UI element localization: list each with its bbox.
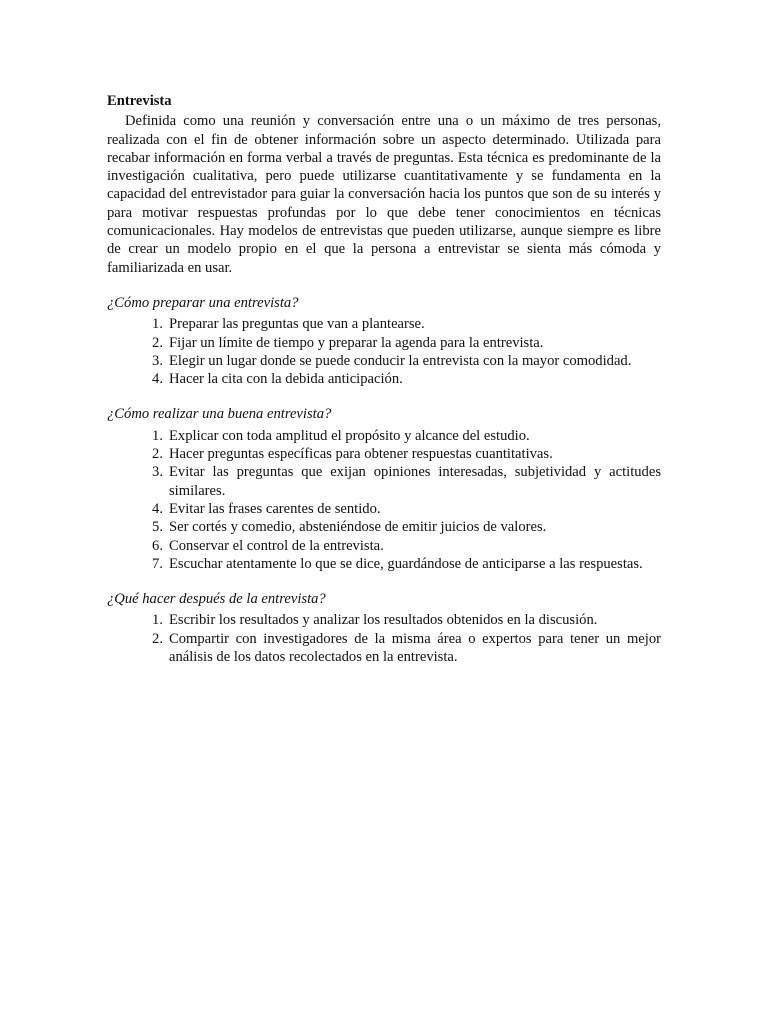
list-item-number: 4. bbox=[152, 500, 163, 517]
list-item bbox=[107, 500, 661, 518]
list-item bbox=[107, 537, 661, 555]
intro-paragraph: Definida como una reunión y conversación entre una o un máximo de tres personas, realizada con el fin de obtener información sobre un aspecto determinado. Utilizada para recabar información en forma verbal a través de preguntas. Esta técnica es predominante de la investigación cualitativa, pero puede utilizarse cuantitativamente y se fundamenta en la capacidad del entrevistador para guiar la conversación hacia los puntos que son de su interés y para motivar respuestas profundas por lo que debe tener conocimientos en técnicas comunicacionales. Hay modelos de entrevistas que pueden utilizarse, aunque siempre es libre de crear un modelo propio en el que la persona a entrevistar se sienta más cómoda y familiarizada en usar. bbox=[107, 113, 661, 276]
list-item-text: Preparar las preguntas que van a plantearse. bbox=[169, 316, 425, 333]
list-item-text: Hacer preguntas específicas para obtener respuestas cuantitativas. bbox=[169, 446, 553, 463]
list-item bbox=[107, 334, 661, 352]
list-item-number: 1. bbox=[152, 427, 163, 444]
list-item-text: Evitar las frases carentes de sentido. bbox=[169, 500, 381, 517]
section-heading: ¿Cómo realizar una buena entrevista? bbox=[107, 406, 332, 423]
list-item-number: 5. bbox=[152, 519, 163, 536]
numbered-list bbox=[107, 315, 661, 388]
list-item bbox=[107, 518, 661, 536]
list-item-number: 6. bbox=[152, 537, 163, 554]
document-page bbox=[107, 92, 661, 666]
document-title: Entrevista bbox=[107, 93, 172, 109]
list-item-text: Fijar un límite de tiempo y preparar la agenda para la entrevista. bbox=[169, 334, 544, 351]
list-item-number: 7. bbox=[152, 555, 163, 572]
list-item-number: 2. bbox=[152, 630, 163, 647]
list-item-text: Evitar las preguntas que exijan opiniones interesadas, subjetividad y actitudes similares. bbox=[169, 464, 661, 499]
list-item bbox=[107, 463, 661, 500]
list-item bbox=[107, 555, 661, 573]
list-item bbox=[107, 427, 661, 445]
list-item-text: Elegir un lugar donde se puede conducir la entrevista con la mayor comodidad. bbox=[169, 352, 632, 369]
list-item-number: 2. bbox=[152, 446, 163, 463]
list-item-text: Hacer la cita con la debida anticipación. bbox=[169, 371, 403, 388]
list-item-number: 1. bbox=[152, 612, 163, 629]
list-item-text: Explicar con toda amplitud el propósito y alcance del estudio. bbox=[169, 427, 530, 444]
list-item bbox=[107, 630, 661, 667]
section-heading: ¿Qué hacer después de la entrevista? bbox=[107, 591, 326, 608]
list-item-text: Ser cortés y comedio, absteniéndose de emitir juicios de valores. bbox=[169, 519, 547, 536]
list-item-text: Compartir con investigadores de la misma área o expertos para tener un mejor análisis de los datos recolectados en la entrevista. bbox=[169, 630, 661, 666]
list-item-number: 4. bbox=[152, 371, 163, 388]
list-item-number: 3. bbox=[152, 464, 163, 481]
section-conduct bbox=[107, 405, 661, 573]
list-item bbox=[107, 352, 661, 370]
list-item-text: Conservar el control de la entrevista. bbox=[169, 537, 384, 554]
numbered-list bbox=[107, 427, 661, 573]
section-after bbox=[107, 590, 661, 666]
list-item bbox=[107, 370, 661, 388]
list-item-number: 1. bbox=[152, 316, 163, 333]
list-item bbox=[107, 445, 661, 463]
numbered-list bbox=[107, 611, 661, 666]
list-item-number: 3. bbox=[152, 352, 163, 369]
list-item-number: 2. bbox=[152, 334, 163, 351]
list-item-text: Escribir los resultados y analizar los resultados obtenidos en la discusión. bbox=[169, 612, 598, 629]
list-item bbox=[107, 315, 661, 333]
section-prepare bbox=[107, 294, 661, 388]
list-item-text: Escuchar atentamente lo que se dice, guardándose de anticiparse a las respuestas. bbox=[169, 555, 643, 572]
list-item bbox=[107, 611, 661, 629]
section-heading: ¿Cómo preparar una entrevista? bbox=[107, 294, 299, 311]
